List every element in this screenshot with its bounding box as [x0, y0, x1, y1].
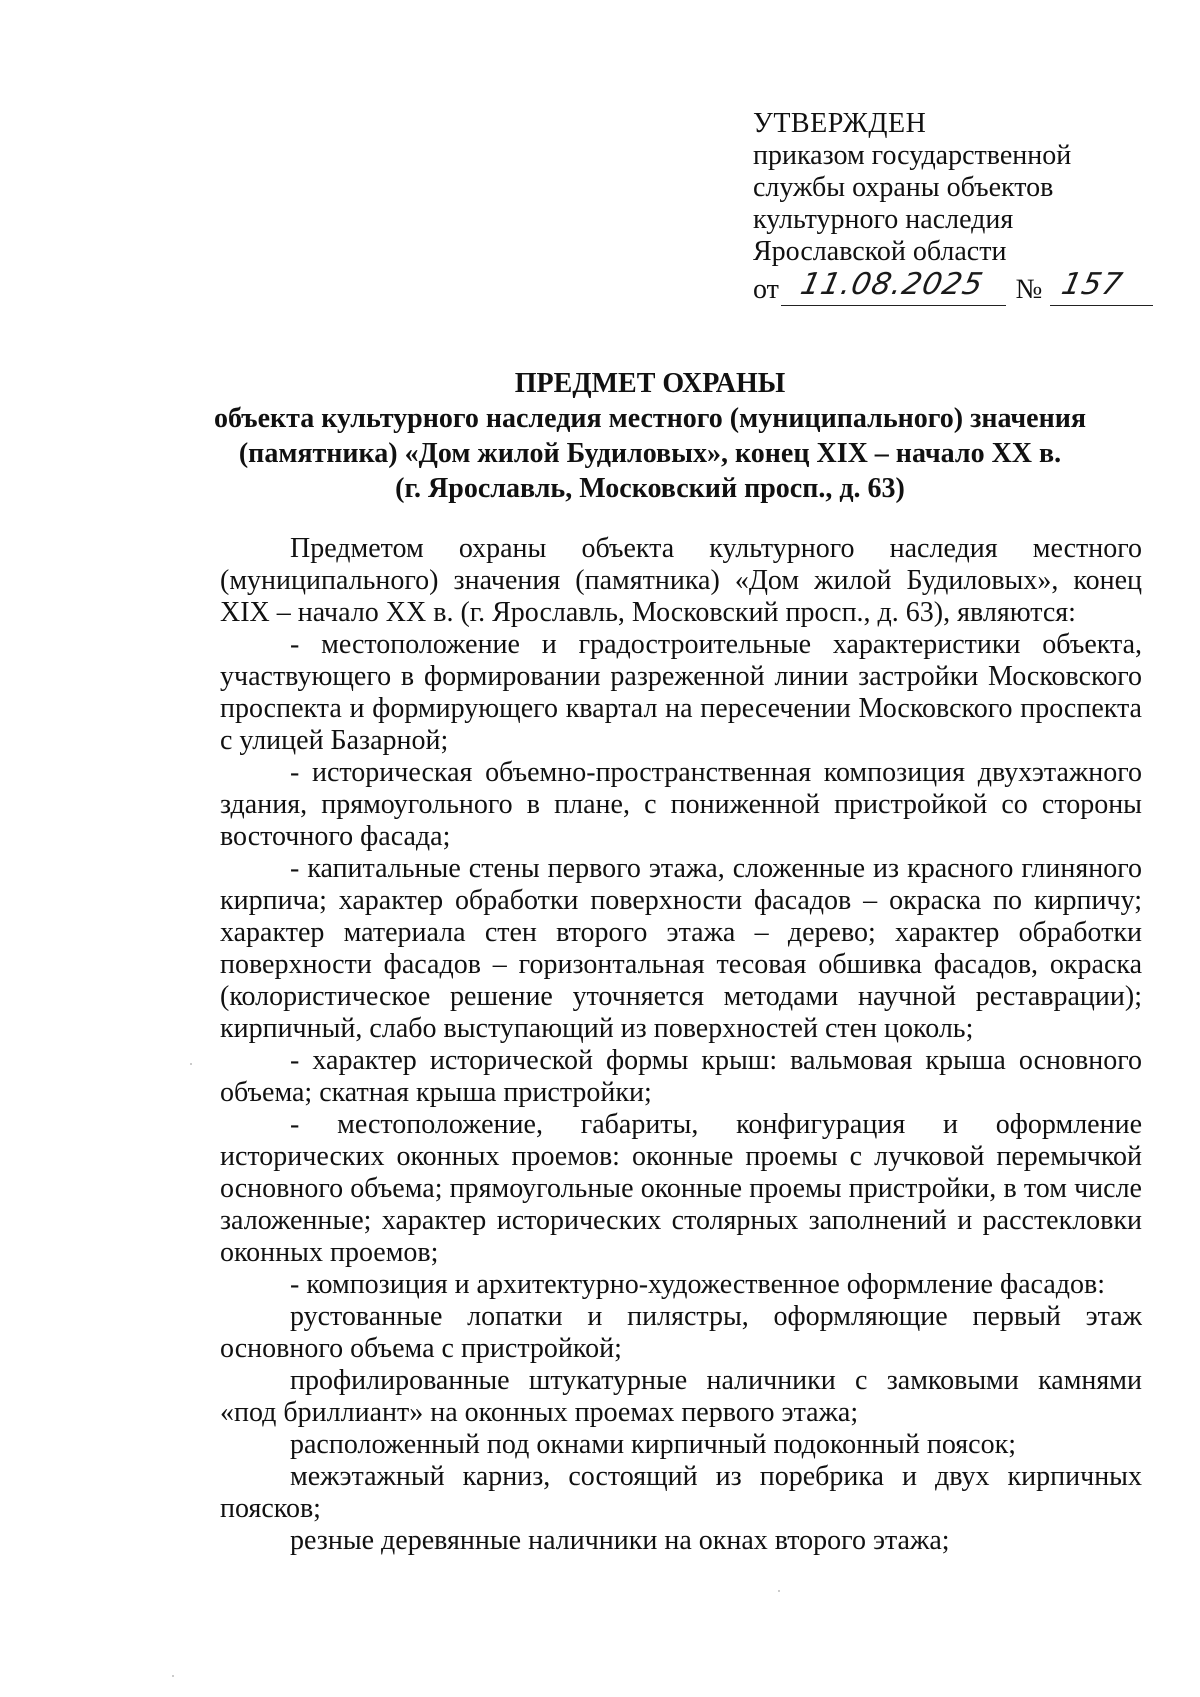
list-item: рустованные лопатки и пилястры, оформляющие первый этаж основного объема с пристройкой; — [220, 1301, 1142, 1364]
number-label: № — [1015, 274, 1043, 305]
from-label: от — [753, 274, 779, 305]
intro-paragraph: Предметом охраны объекта культурного наследия местного (муниципального) значения (памятника) «Дом жилой Будиловых», конец XIX – начало XX в. (г. Ярославль, Московский просп., д. 63), являются: — [220, 533, 1142, 628]
order-date-number-line — [753, 267, 1153, 306]
approval-line-3: культурного наследия — [753, 204, 1014, 235]
date-field — [781, 267, 1006, 306]
approval-line-4: Ярославской области — [753, 236, 1007, 267]
handwritten-number: 157 — [1058, 267, 1127, 302]
list-item: - композиция и архитектурно-художественное оформление фасадов: — [290, 1269, 1105, 1300]
approval-block — [753, 108, 1153, 306]
approval-line-1: приказом государственной — [753, 140, 1072, 171]
handwritten-date: 11.08.2025 — [797, 267, 987, 302]
approved-heading: УТВЕРЖДЕН — [753, 108, 927, 139]
list-item: - местоположение, габариты, конфигурация и оформление исторических оконных проемов: оконные проемы с лучковой перемычкой основного объема; прямоугольные оконные проемы пристройки, в том числе заложенные; характер исторических столярных заполнений и расстекловки оконных проемов; — [220, 1109, 1142, 1268]
approval-line-2: службы охраны объектов — [753, 172, 1054, 203]
title-line-4: (г. Ярославль, Московский просп., д. 63) — [395, 473, 905, 504]
title-line-1: ПРЕДМЕТ ОХРАНЫ — [514, 368, 786, 399]
list-item: межэтажный карниз, состоящий из поребрика и двух кирпичных поясков; — [220, 1461, 1142, 1524]
title-line-3: (памятника) «Дом жилой Будиловых», конец XIX – начало XX в. — [238, 438, 1062, 469]
list-item: - историческая объемно-пространственная композиция двухэтажного здания, прямоугольного в плане, с пониженной пристройкой со стороны восточного фасада; — [220, 757, 1142, 852]
document-body — [220, 533, 1142, 1557]
scan-speck — [172, 1675, 174, 1677]
title-line-2: объекта культурного наследия местного (муниципального) значения — [213, 403, 1087, 434]
list-item: - капитальные стены первого этажа, сложенные из красного глиняного кирпича; характер обработки поверхности фасадов – окраска по кирпичу; характер материала стен второго этажа – дерево; характер обработки поверхности фасадов – горизонтальная тесовая обшивка фасадов, окраска (колористическое решение уточняется методами научной реставрации); кирпичный, слабо выступающий из поверхностей стен цоколь; — [220, 853, 1142, 1044]
list-item: расположенный под окнами кирпичный подоконный поясок; — [290, 1429, 1016, 1460]
list-item: - характер исторической формы крыш: вальмовая крыша основного объема; скатная крыша пристройки; — [220, 1045, 1142, 1108]
list-item: - местоположение и градостроительные характеристики объекта, участвующего в формировании разреженной линии застройки Московского проспекта и формирующего квартал на пересечении Московского проспекта с улицей Базарной; — [220, 629, 1142, 756]
number-field — [1050, 267, 1153, 306]
list-item: профилированные штукатурные наличники с замковыми камнями «под бриллиант» на оконных проемах первого этажа; — [220, 1365, 1142, 1428]
scan-speck — [190, 1063, 192, 1065]
list-item: резные деревянные наличники на окнах второго этажа; — [290, 1525, 950, 1556]
scan-speck — [778, 1590, 780, 1592]
document-title — [200, 366, 1100, 506]
